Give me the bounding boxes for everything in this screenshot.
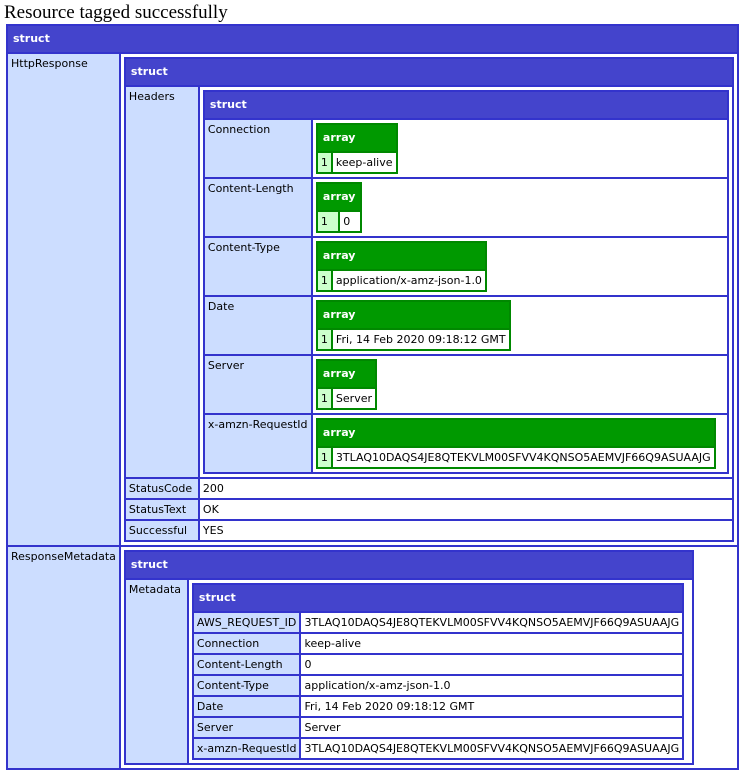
metadata-row-value: keep-alive — [301, 634, 682, 653]
header-array — [316, 123, 398, 174]
header-value — [313, 356, 727, 413]
array-value: keep-alive — [333, 153, 396, 172]
metadata-row-value: Server — [301, 718, 682, 737]
array-header: array — [318, 361, 375, 387]
metadata-row-key: Connection — [194, 634, 300, 653]
array-value: 0 — [340, 212, 360, 231]
array-header: array — [318, 302, 509, 328]
header-array — [316, 300, 511, 351]
struct-header: struct — [205, 92, 727, 118]
http-response-key: HttpResponse — [8, 54, 119, 545]
page-title: Resource tagged successfully — [4, 2, 228, 23]
array-index: 1 — [318, 330, 331, 349]
status-text-key: StatusText — [126, 500, 198, 519]
metadata-row-value: application/x-amz-json-1.0 — [301, 676, 682, 695]
header-key: Content-Length — [205, 179, 311, 236]
headers-value — [200, 87, 732, 477]
metadata-row-key: Date — [194, 697, 300, 716]
metadata-row-key: AWS_REQUEST_ID — [194, 613, 300, 632]
header-key: x-amzn-RequestId — [205, 415, 311, 472]
header-key: Server — [205, 356, 311, 413]
header-array — [316, 182, 363, 233]
status-code-value: 200 — [200, 479, 732, 498]
header-value — [313, 297, 727, 354]
struct-header: struct — [8, 26, 737, 52]
array-value: 3TLAQ10DAQS4JE8QTEKVLM00SFVV4KQNSO5AEMVJF66Q9ASUAAJG — [333, 448, 714, 467]
array-header: array — [318, 243, 485, 269]
header-array — [316, 241, 487, 292]
root-struct — [6, 24, 739, 770]
array-header: array — [318, 420, 714, 446]
response-metadata-key: ResponseMetadata — [8, 547, 119, 768]
struct-header: struct — [126, 59, 732, 85]
response-metadata-struct — [124, 550, 694, 765]
array-header: array — [318, 125, 396, 151]
metadata-row-key: Server — [194, 718, 300, 737]
header-value — [313, 179, 727, 236]
header-array — [316, 418, 716, 469]
status-text-value: OK — [200, 500, 732, 519]
metadata-row-value: 3TLAQ10DAQS4JE8QTEKVLM00SFVV4KQNSO5AEMVJF66Q9ASUAAJG — [301, 613, 682, 632]
array-index: 1 — [318, 153, 331, 172]
http-response-struct — [124, 57, 734, 542]
array-index: 1 — [318, 271, 331, 290]
header-value — [313, 415, 727, 472]
successful-key: Successful — [126, 521, 198, 540]
array-header: array — [318, 184, 361, 210]
metadata-struct — [192, 583, 684, 760]
header-value — [313, 238, 727, 295]
http-response-value — [121, 54, 737, 545]
header-value — [313, 120, 727, 177]
metadata-row-value: Fri, 14 Feb 2020 09:18:12 GMT — [301, 697, 682, 716]
header-key: Date — [205, 297, 311, 354]
response-metadata-value — [121, 547, 737, 768]
metadata-row-value: 0 — [301, 655, 682, 674]
array-index: 1 — [318, 212, 338, 231]
header-key: Connection — [205, 120, 311, 177]
metadata-row-value: 3TLAQ10DAQS4JE8QTEKVLM00SFVV4KQNSO5AEMVJF66Q9ASUAAJG — [301, 739, 682, 758]
array-value: Fri, 14 Feb 2020 09:18:12 GMT — [333, 330, 509, 349]
headers-key: Headers — [126, 87, 198, 477]
metadata-row-key: Content-Length — [194, 655, 300, 674]
headers-struct — [203, 90, 729, 474]
metadata-value — [189, 580, 692, 763]
array-value: Server — [333, 389, 375, 408]
array-index: 1 — [318, 389, 331, 408]
status-code-key: StatusCode — [126, 479, 198, 498]
header-key: Content-Type — [205, 238, 311, 295]
metadata-row-key: Content-Type — [194, 676, 300, 695]
successful-value: YES — [200, 521, 732, 540]
array-index: 1 — [318, 448, 331, 467]
header-array — [316, 359, 377, 410]
struct-header: struct — [194, 585, 682, 611]
array-value: application/x-amz-json-1.0 — [333, 271, 485, 290]
metadata-row-key: x-amzn-RequestId — [194, 739, 300, 758]
struct-header: struct — [126, 552, 692, 578]
metadata-key: Metadata — [126, 580, 187, 763]
